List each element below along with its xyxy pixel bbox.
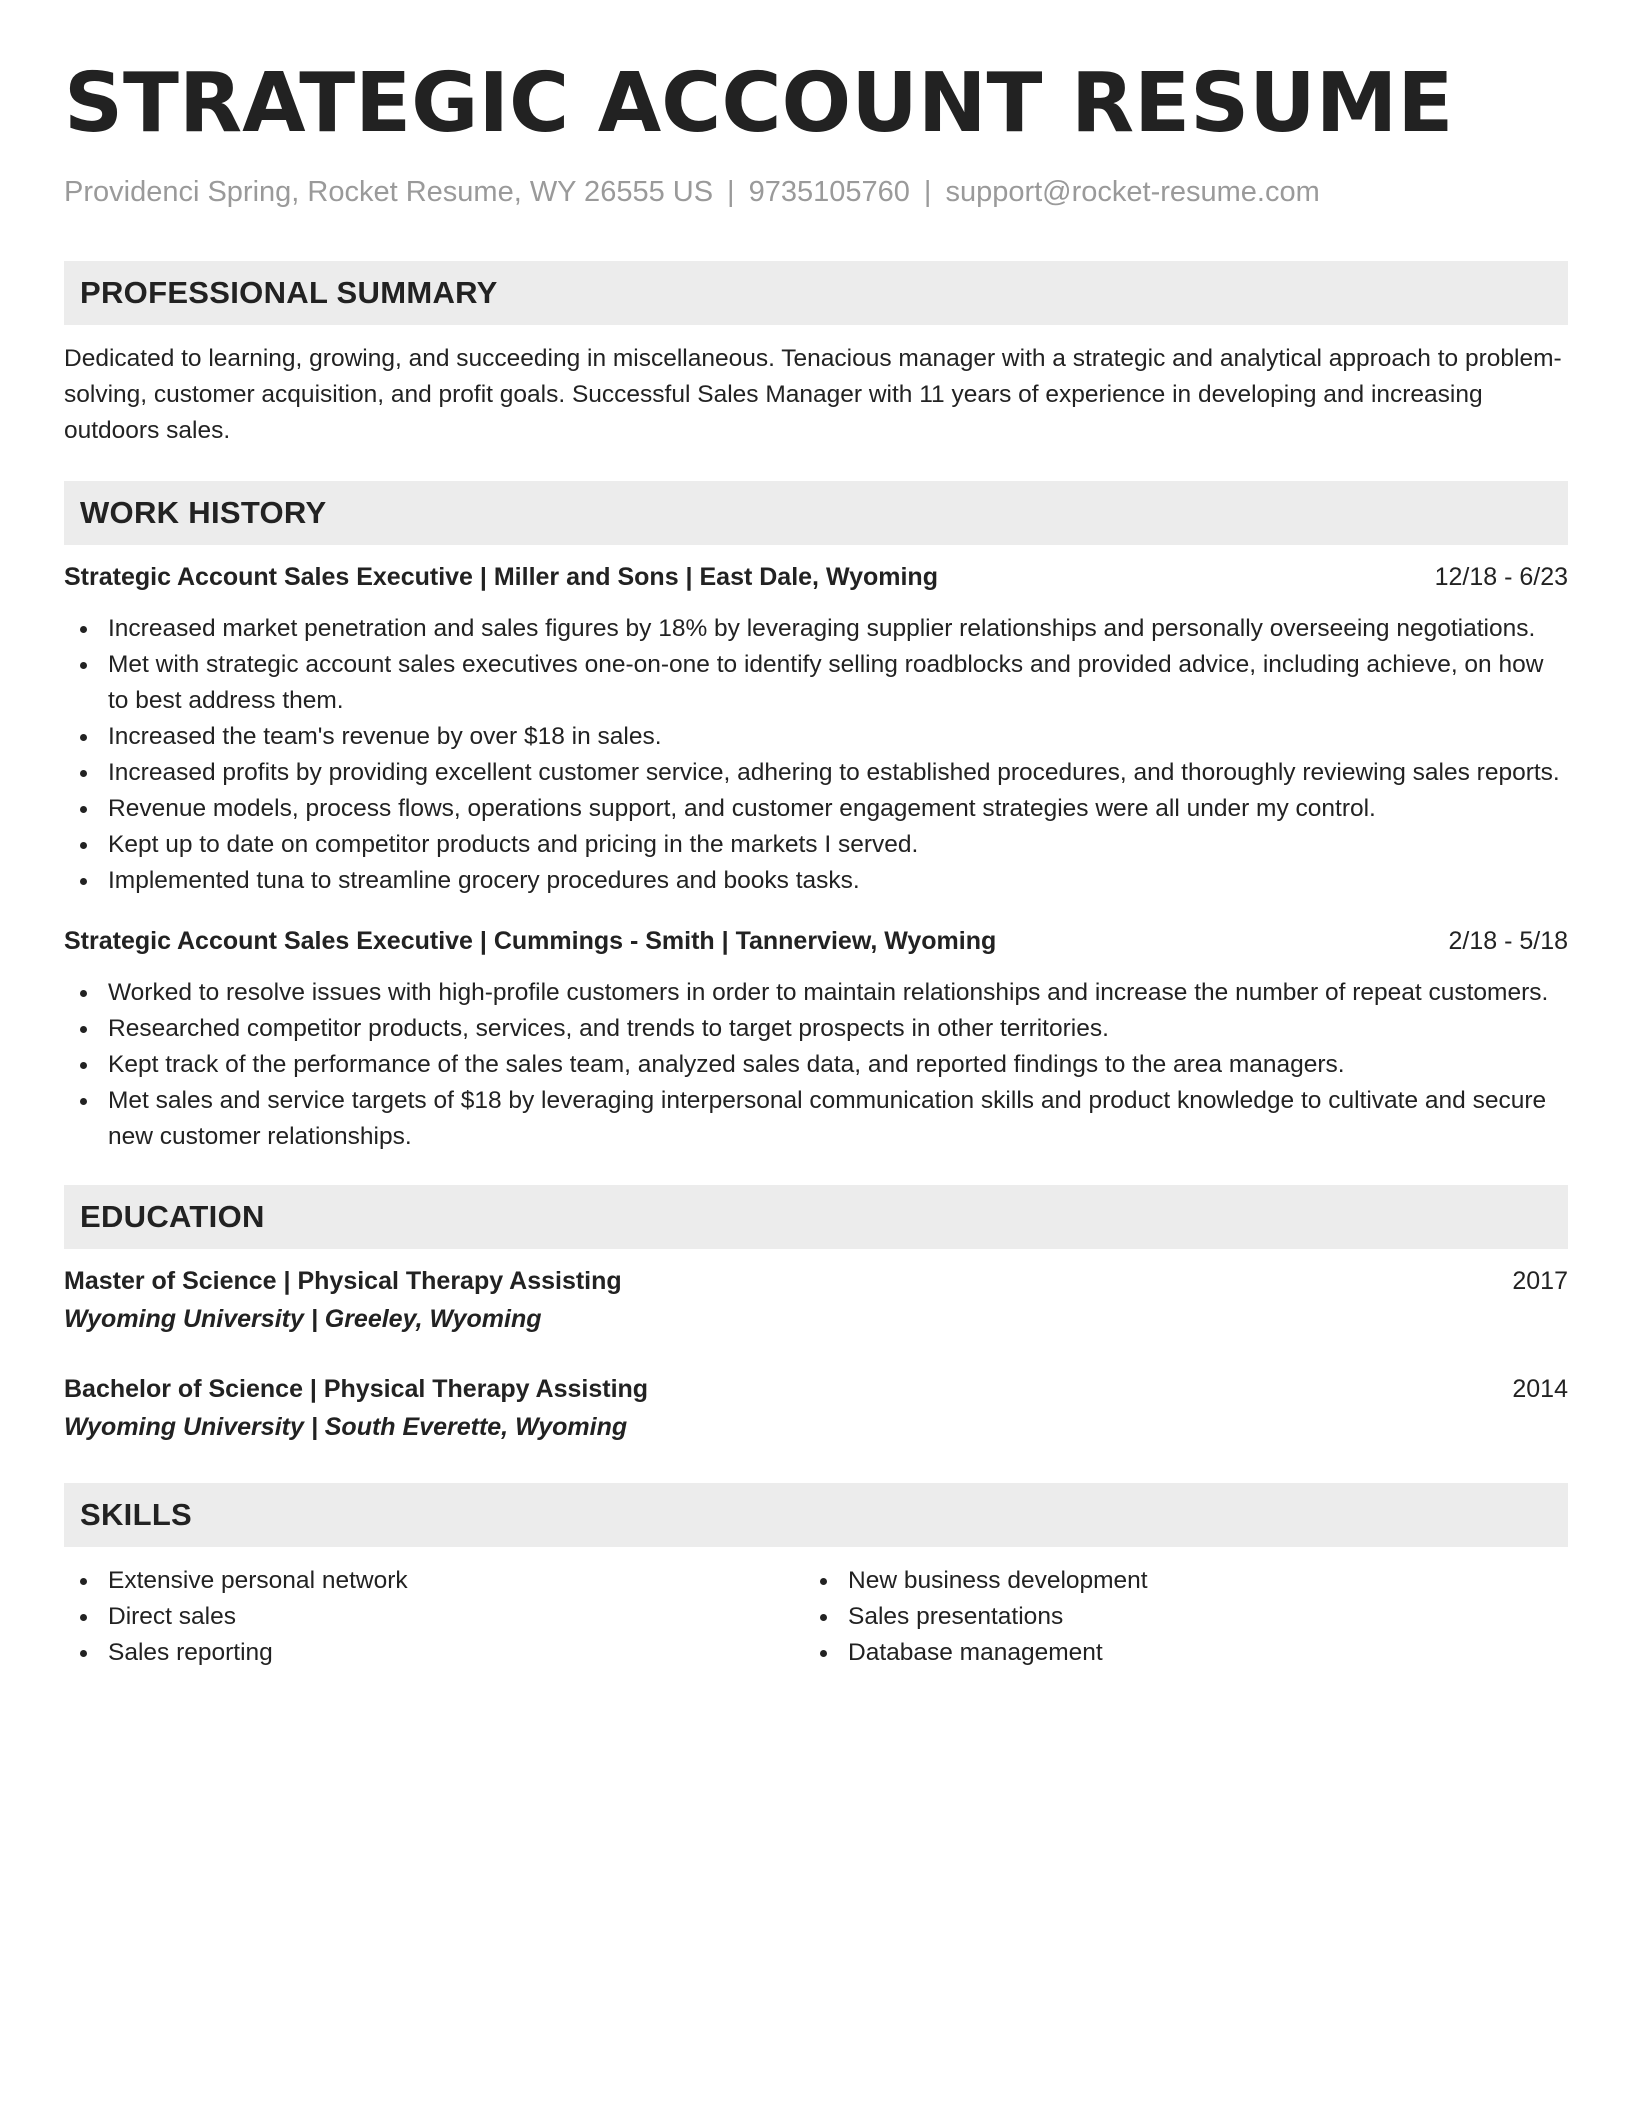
bullet-icon — [80, 1614, 87, 1621]
list-item — [64, 1047, 1568, 1083]
contact-separator: | — [923, 176, 932, 208]
skill-text: New business development — [848, 1567, 1148, 1594]
contact-phone: 9735105760 — [748, 176, 910, 208]
list-item — [64, 719, 1568, 755]
skill-text: Database management — [848, 1639, 1103, 1666]
skill-text: Sales reporting — [108, 1639, 273, 1666]
list-item — [64, 1083, 1568, 1155]
list-item — [64, 1635, 804, 1671]
bullet-icon — [80, 626, 87, 633]
skill-text: Direct sales — [108, 1603, 236, 1630]
list-item — [64, 1563, 804, 1599]
job-dates: 12/18 - 6/23 — [1434, 563, 1568, 591]
bullet-text: Worked to resolve issues with high-profile customers in order to maintain relationships and increase the number of repeat customers. — [108, 979, 1549, 1006]
list-item — [64, 1011, 1568, 1047]
skills-column-left — [64, 1563, 804, 1671]
bullet-icon — [80, 878, 87, 885]
job-bullets — [64, 611, 1568, 899]
bullet-text: Researched competitor products, services, and trends to target prospects in other territories. — [108, 1015, 1109, 1042]
bullet-icon — [80, 1062, 87, 1069]
bullet-icon — [80, 1578, 87, 1585]
list-item — [804, 1563, 1544, 1599]
bullet-icon — [80, 842, 87, 849]
bullet-text: Increased market penetration and sales figures by 18% by leveraging supplier relationships and personally overseeing negotiations. — [108, 615, 1536, 642]
bullet-text: Increased the team's revenue by over $18 in sales. — [108, 723, 662, 750]
bullet-icon — [80, 806, 87, 813]
contact-separator: | — [727, 176, 735, 208]
bullet-icon — [80, 770, 87, 777]
bullet-text: Met sales and service targets of $18 by leveraging interpersonal communication skills and product knowledge to cultivate and secure new customer relationships. — [108, 1087, 1547, 1150]
list-item — [64, 863, 1568, 899]
summary-text: Dedicated to learning, growing, and succeeding in miscellaneous. Tenacious manager with a strategic and analytical approach to problem-solving, customer acquisition, and profit goals. Successful Sales Manager with 11 years of experience in developing and increasing outdoors sales. — [64, 345, 1562, 444]
job-header — [64, 923, 1568, 959]
degree-title: Bachelor of Science | Physical Therapy Assisting — [64, 1375, 649, 1403]
resume-title: STRATEGIC ACCOUNT RESUME — [64, 56, 1454, 151]
degree-year: 2014 — [1512, 1375, 1568, 1403]
education-header — [64, 1371, 1568, 1407]
list-item — [64, 1599, 804, 1635]
job-title: Strategic Account Sales Executive | Miller and Sons | East Dale, Wyoming — [64, 563, 938, 591]
bullet-icon — [820, 1614, 827, 1621]
bullet-icon — [80, 1026, 87, 1033]
section-header-education: EDUCATION — [64, 1185, 1568, 1249]
bullet-icon — [80, 990, 87, 997]
bullet-icon — [80, 1650, 87, 1657]
list-item — [804, 1599, 1544, 1635]
list-item — [64, 755, 1568, 791]
bullet-text: Increased profits by providing excellent customer service, adhering to established procedures, and thoroughly reviewing sales reports. — [108, 759, 1560, 786]
section-header-work-history: WORK HISTORY — [64, 481, 1568, 545]
school-name: Wyoming University | South Everette, Wyoming — [64, 1413, 628, 1441]
job-header — [64, 559, 1568, 595]
job-title: Strategic Account Sales Executive | Cummings - Smith | Tannerview, Wyoming — [64, 927, 997, 955]
job-entry — [64, 559, 1568, 899]
list-item — [64, 791, 1568, 827]
section-header-summary: PROFESSIONAL SUMMARY — [64, 261, 1568, 325]
education-entry — [64, 1263, 1568, 1337]
degree-title: Master of Science | Physical Therapy Assisting — [64, 1267, 622, 1295]
list-item — [64, 975, 1568, 1011]
school-name: Wyoming University | Greeley, Wyoming — [64, 1305, 542, 1333]
bullet-text: Revenue models, process flows, operations support, and customer engagement strategies were all under my control. — [108, 795, 1376, 822]
skill-text: Extensive personal network — [108, 1567, 408, 1594]
contact-email: support@rocket-resume.com — [945, 176, 1320, 208]
bullet-text: Implemented tuna to streamline grocery procedures and books tasks. — [108, 867, 860, 894]
list-item — [804, 1635, 1544, 1671]
contact-line — [64, 174, 1568, 210]
bullet-text: Kept track of the performance of the sales team, analyzed sales data, and reported findings to the area managers. — [108, 1051, 1345, 1078]
list-item — [64, 611, 1568, 647]
section-header-skills: SKILLS — [64, 1483, 1568, 1547]
education-entry — [64, 1371, 1568, 1445]
skills-column-right — [804, 1563, 1544, 1671]
bullet-text: Met with strategic account sales executives one-on-one to identify selling roadblocks and provided advice, including achieve, on how to best address them. — [108, 651, 1544, 714]
bullet-text: Kept up to date on competitor products and pricing in the markets I served. — [108, 831, 919, 858]
bullet-icon — [820, 1578, 827, 1585]
job-bullets — [64, 975, 1568, 1155]
bullet-icon — [80, 662, 87, 669]
skill-text: Sales presentations — [848, 1603, 1064, 1630]
education-header — [64, 1263, 1568, 1299]
list-item — [64, 827, 1568, 863]
job-dates: 2/18 - 5/18 — [1448, 927, 1568, 955]
skills-list — [64, 1563, 1568, 1671]
list-item — [64, 647, 1568, 719]
contact-address: Providenci Spring, Rocket Resume, WY 26555 US — [64, 176, 714, 208]
bullet-icon — [80, 1098, 87, 1105]
bullet-icon — [820, 1650, 827, 1657]
bullet-icon — [80, 734, 87, 741]
job-entry — [64, 923, 1568, 1155]
degree-year: 2017 — [1512, 1267, 1568, 1295]
